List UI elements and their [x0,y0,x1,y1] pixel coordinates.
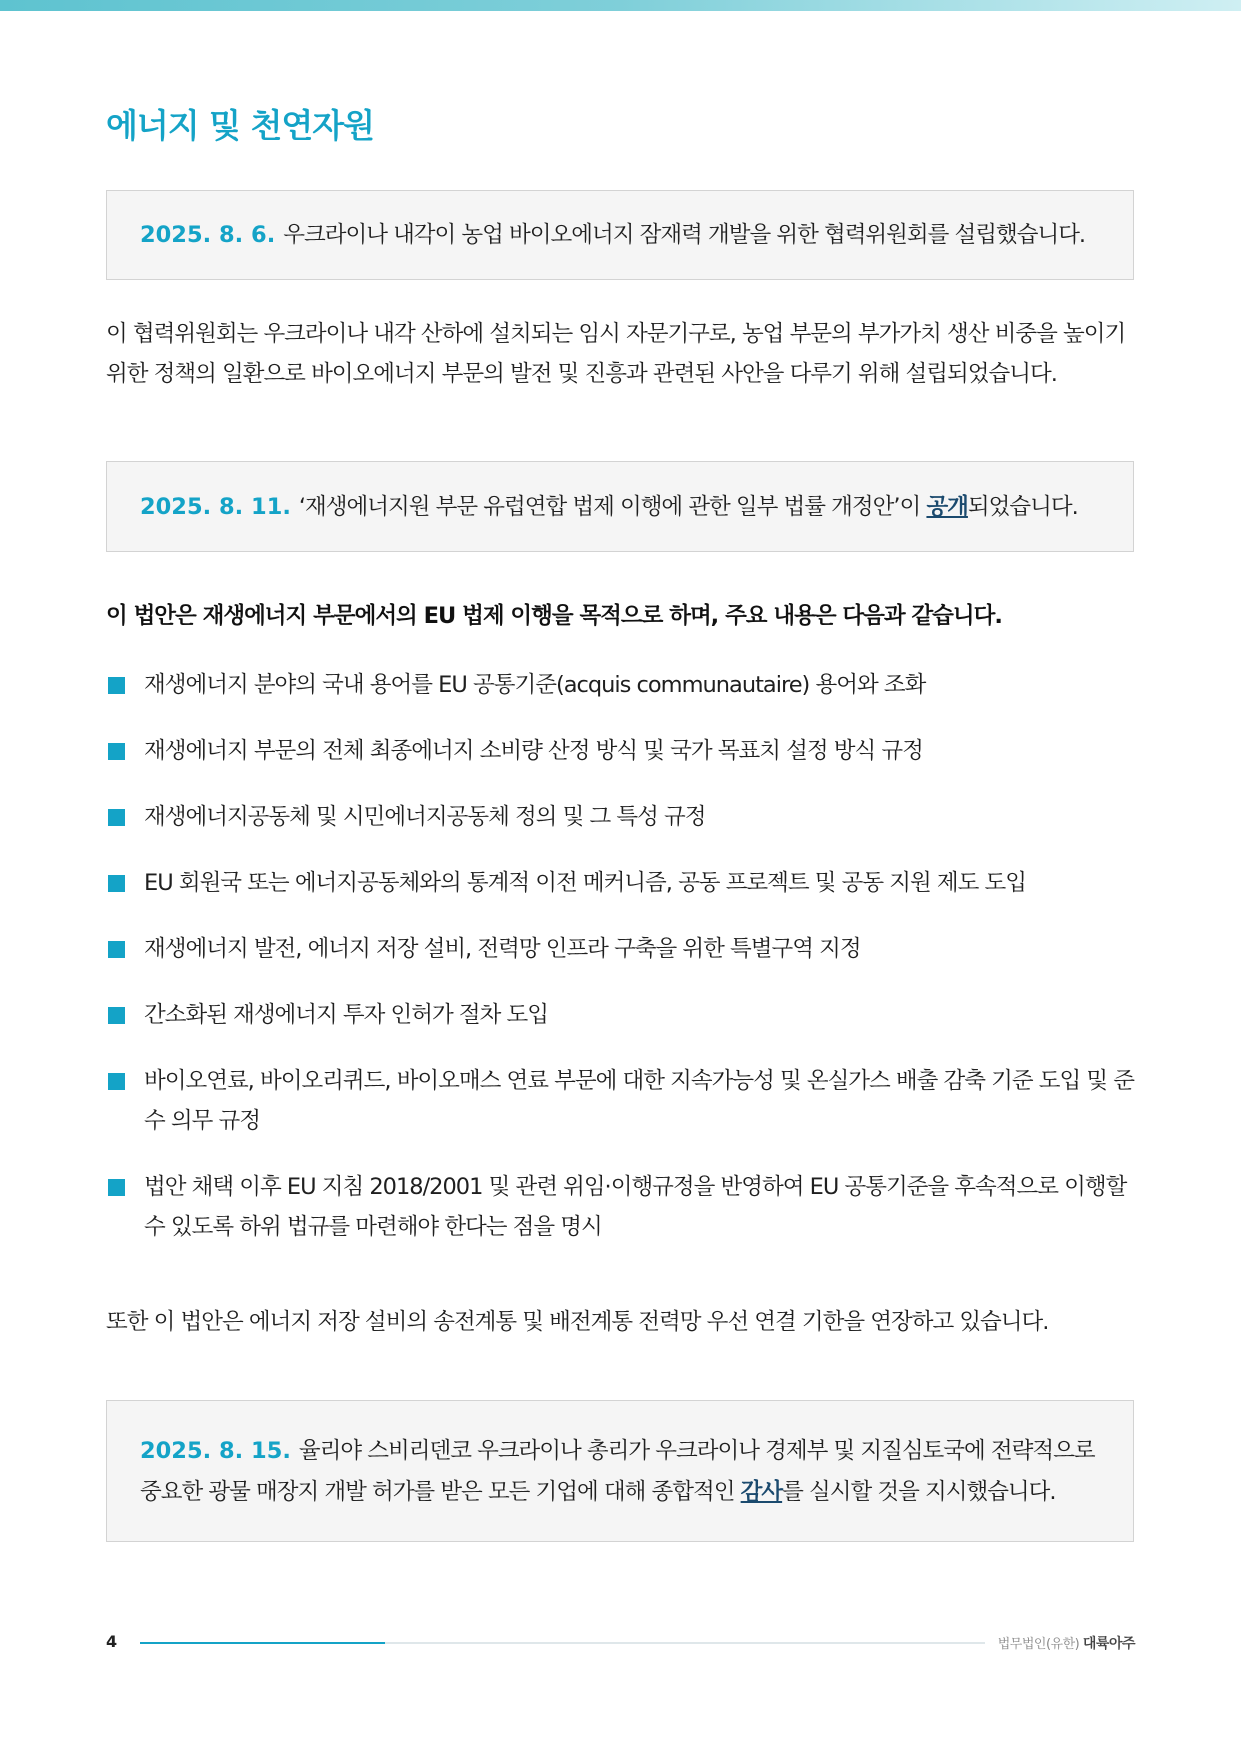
news-text-2 [140,487,1103,528]
news-date-3: 2025. 8. 15. [140,1438,291,1464]
news-text-1 [140,215,1103,256]
list-item [106,1061,1136,1141]
brand-name: 대륙아주 [1082,1636,1135,1652]
bullet-square-icon [108,1073,125,1090]
news-link-3[interactable]: 감사 [740,1479,783,1505]
list-item [106,929,1136,969]
lead-bold-text: 이 법안은 재생에너지 부문에서의 EU 법제 이행을 목적으로 하며, 주요 내용은 다음과 같습니다. [106,603,1002,629]
bullet-square-icon [108,809,125,826]
list-item [106,665,1136,705]
news-body-3-end: 를 실시할 것을 지시했습니다. [782,1479,1056,1505]
bullet-text: 재생에너지 분야의 국내 용어를 EU 공통기준(acquis communautaire) 용어와 조화 [144,672,926,698]
page-number: 4 [106,1632,118,1651]
footer-divider [140,1642,985,1644]
news-body-3: 율리야 스비리덴코 우크라이나 총리가 우크라이나 경제부 및 지질심토국에 전략적으로 중요한 광물 매장지 개발 허가를 받은 모든 기업에 대해 종합적인 [140,1438,1095,1505]
bullet-square-icon [108,875,125,892]
top-accent-bar [0,0,1241,11]
news-body-2-end: 되었습니다. [967,494,1078,520]
news-date-2: 2025. 8. 11. [140,494,291,520]
news-box-3 [106,1400,1134,1542]
news-box-1 [106,190,1134,280]
news-text-3 [140,1431,1103,1513]
news-body-1: 우크라이나 내각이 농업 바이오에너지 잠재력 개발을 위한 협력위원회를 설립했습니다. [283,222,1086,248]
news-body-2: ‘재생에너지원 부문 유럽연합 법제 이행에 관한 일부 법률 개정안’이 [298,494,927,520]
bullet-square-icon [108,1179,125,1196]
bullet-text: 법안 채택 이후 EU 지침 2018/2001 및 관련 위임·이행규정을 반영하여 EU 공통기준을 후속적으로 이행할 수 있도록 하위 법규를 마련해야 한다는 점을 명시 [144,1174,1127,1240]
bullet-text: 재생에너지 부문의 전체 최종에너지 소비량 산정 방식 및 국가 목표치 설정 방식 규정 [144,738,923,764]
bullet-square-icon [108,743,125,760]
bullet-text: 재생에너지 발전, 에너지 저장 설비, 전력망 인프라 구축을 위한 특별구역 지정 [144,936,861,962]
news-box-2 [106,461,1134,552]
paragraph-2: 또한 이 법안은 에너지 저장 설비의 송전계통 및 배전계통 전력망 우선 연결 기한을 연장하고 있습니다. [106,1309,1049,1335]
bullet-square-icon [108,941,125,958]
list-item [106,797,1136,837]
bullet-text: 재생에너지공동체 및 시민에너지공동체 정의 및 그 특성 규정 [144,804,706,830]
bullet-square-icon [108,677,125,694]
list-item [106,731,1136,771]
news-date-1: 2025. 8. 6. [140,222,276,248]
bullet-text: 바이오연료, 바이오리퀴드, 바이오매스 연료 부문에 대한 지속가능성 및 온실가스 배출 감축 기준 도입 및 준수 의무 규정 [144,1068,1135,1134]
list-item [106,1167,1136,1247]
brand-prefix: 법무법인(유한) [997,1637,1080,1652]
paragraph-1: 이 협력위원회는 우크라이나 내각 산하에 설치되는 임시 자문기구로, 농업 부문의 부가가치 생산 비중을 높이기 위한 정책의 일환으로 바이오에너지 부문의 발전 및 진흥과 관련된 사안을 다루기 위해 설립되었습니다. [106,321,1126,387]
bullet-text: EU 회원국 또는 에너지공동체와의 통계적 이전 메커니즘, 공동 프로젝트 및 공동 지원 제도 도입 [144,870,1027,896]
bullet-list [106,665,1136,1247]
footer-brand [998,1633,1135,1653]
news-link-2[interactable]: 공개 [926,494,968,520]
list-item [106,863,1136,903]
section-title: 에너지 및 천연자원 [106,106,375,145]
bullet-square-icon [108,1007,125,1024]
list-item [106,995,1136,1035]
bullet-text: 간소화된 재생에너지 투자 인허가 절차 도입 [144,1002,548,1028]
